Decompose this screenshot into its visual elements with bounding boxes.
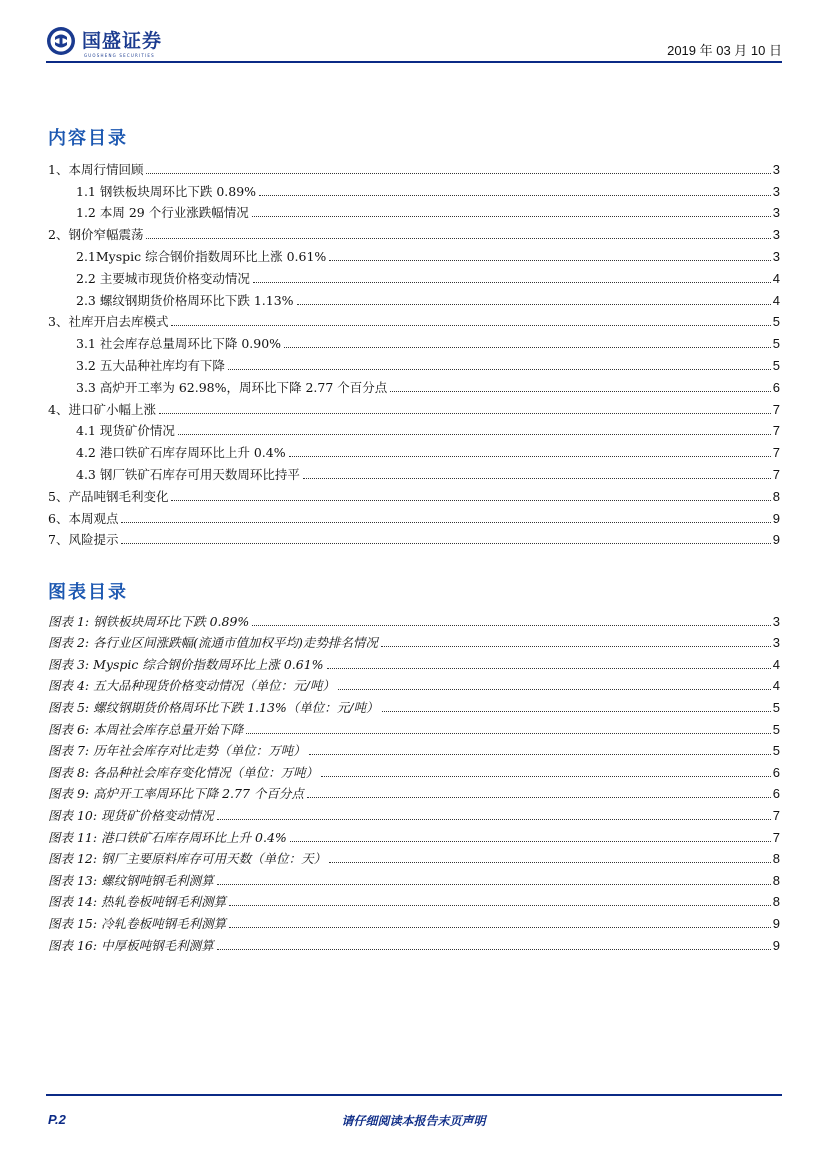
figures-title: 图表目录 [48,582,128,603]
toc-entry-page: 5 [772,357,780,373]
figure-entry-page: 3 [772,635,780,651]
figure-entry-text: 图表 3: Myspic 综合钢价指数周环比上涨 0.61% [48,656,324,672]
toc-entry-text: 5、产品吨钢毛利变化 [48,488,169,504]
toc-entry-text: 4.1 现货矿价情况 [76,423,175,439]
toc-entry-page: 3 [772,227,780,243]
dot-leader [121,543,770,544]
toc-entry[interactable] [48,352,780,374]
guosheng-logo-icon [46,26,76,56]
dot-leader [284,347,771,348]
brand-logo [46,26,162,56]
toc-entry[interactable] [48,330,780,352]
dot-leader [309,754,771,755]
figure-entry-page: 8 [772,872,780,888]
dot-leader [229,927,771,928]
figure-entry-page: 9 [772,915,780,931]
toc-entry[interactable] [48,527,780,549]
toc-entry-page: 7 [772,401,780,417]
figure-entry-text: 图表 7: 历年社会库存对比走势（单位：万吨） [48,743,306,759]
toc-entry-page: 9 [772,532,780,548]
dot-leader [303,478,771,479]
figure-entry-page: 6 [772,786,780,802]
toc-entry-page: 7 [772,466,780,482]
figure-entry[interactable] [48,716,780,738]
toc-entry[interactable] [48,439,780,461]
toc-entry-page: 4 [772,292,780,308]
figure-entry-page: 4 [772,678,780,694]
figure-entry-page: 6 [772,764,780,780]
figure-entry-page: 5 [772,721,780,737]
dot-leader [289,456,771,457]
dot-leader [229,905,771,906]
dot-leader [121,522,770,523]
toc-entry-text: 2、钢价窄幅震荡 [48,227,144,243]
figure-entry-page: 7 [772,807,780,823]
dot-leader [290,841,771,842]
figure-entry-text: 图表 1: 钢铁板块周环比下跌 0.89% [48,613,250,629]
toc-entry-text: 3.2 五大品种社库均有下降 [76,357,225,373]
figure-entry-page: 5 [772,743,780,759]
toc-entry-text: 2.1Myspic 综合钢价指数周环比上涨 0.61% [76,248,327,264]
disclaimer-text: 请仔细阅读本报告末页声明 [341,1114,486,1128]
toc-entry[interactable] [48,483,780,505]
dot-leader [329,862,771,863]
toc-entry[interactable] [48,461,780,483]
toc-list [48,156,780,548]
figure-entry[interactable] [48,867,780,889]
toc-entry-page: 5 [772,336,780,352]
toc-entry-text: 1、本周行情回顾 [48,161,144,177]
figure-entry-text: 图表 8: 各品种社会库存变化情况（单位：万吨） [48,764,319,780]
figures-list [48,608,780,954]
dot-leader [253,282,771,283]
figure-entry[interactable] [48,846,780,868]
toc-entry[interactable] [48,418,780,440]
toc-entry-text: 3.1 社会库存总量周环比下降 0.90% [76,336,282,352]
figure-entry-page: 5 [772,699,780,715]
figure-entry[interactable] [48,738,780,760]
dot-leader [171,500,770,501]
toc-entry-page: 3 [772,183,780,199]
dot-leader [382,711,771,712]
dot-leader [321,776,771,777]
brand-name: 国盛证券 [82,30,163,52]
toc-entry-text: 6、本周观点 [48,510,119,526]
figure-entry-text: 图表 11: 港口铁矿石库存周环比上升 0.4% [48,829,287,845]
figure-entry[interactable] [48,694,780,716]
toc-entry[interactable] [48,505,780,527]
dot-leader [259,195,771,196]
figure-entry-page: 7 [772,829,780,845]
toc-entry[interactable] [48,265,780,287]
figure-entry-text: 图表 16: 中厚板吨钢毛利测算 [48,937,214,953]
toc-entry[interactable] [48,287,780,309]
dot-leader [146,238,770,239]
toc-entry-text: 1.2 本周 29 个行业涨跌幅情况 [76,205,249,221]
figure-entry-page: 8 [772,894,780,910]
toc-entry-text: 2.3 螺纹钢期货价格周环比下跌 1.13% [76,292,294,308]
dot-leader [178,434,771,435]
dot-leader [246,733,771,734]
toc-entry[interactable] [48,396,780,418]
figure-entry-page: 9 [772,937,780,953]
figure-entry-page: 4 [772,656,780,672]
page-header [46,26,782,62]
figure-entry-text: 图表 13: 螺纹钢吨钢毛利测算 [48,872,214,888]
toc-entry-text: 2.2 主要城市现货价格变动情况 [76,270,250,286]
toc-entry-text: 3.3 高炉开工率为 62.98%，周环比下降 2.77 个百分点 [76,379,388,395]
figure-entry-text: 图表 5: 螺纹钢期货价格周环比下跌 1.13%（单位：元/吨） [48,699,379,715]
dot-leader [252,216,771,217]
dot-leader [217,949,771,950]
toc-entry[interactable] [48,374,780,396]
toc-entry[interactable] [48,156,780,178]
toc-entry-text: 4.2 港口铁矿石库存周环比上升 0.4% [76,445,286,461]
toc-entry-page: 7 [772,445,780,461]
figure-entry-text: 图表 6: 本周社会库存总量开始下降 [48,721,244,737]
dot-leader [381,646,771,647]
figure-entry[interactable] [48,889,780,911]
toc-entry[interactable] [48,200,780,222]
toc-entry-page: 8 [772,488,780,504]
report-date: 2019 年 03 月 10 日 [667,43,782,58]
figure-entry-text: 图表 12: 钢厂主要原料库存可用天数（单位：天） [48,851,327,867]
toc-entry-text: 4.3 钢厂铁矿石库存可用天数周环比持平 [76,466,300,482]
figure-entry-text: 图表 2: 各行业区间涨跌幅(流通市值加权平均)走势排名情况 [48,635,378,651]
toc-entry[interactable] [48,243,780,265]
footer-rule [46,1094,782,1096]
figure-entry[interactable] [48,759,780,781]
figure-entry[interactable] [48,608,780,630]
toc-entry-page: 3 [772,248,780,264]
figure-entry-text: 图表 10: 现货矿价格变动情况 [48,807,214,823]
figure-entry-page: 8 [772,851,780,867]
toc-entry[interactable] [48,221,780,243]
toc-entry-text: 1.1 钢铁板块周环比下跌 0.89% [76,183,257,199]
toc-entry-page: 6 [772,379,780,395]
dot-leader [297,304,771,305]
dot-leader [217,884,771,885]
dot-leader [252,625,770,626]
dot-leader [146,173,770,174]
dot-leader [327,668,771,669]
dot-leader [329,260,770,261]
figure-entry[interactable] [48,651,780,673]
toc-entry-page: 7 [772,423,780,439]
dot-leader [228,369,771,370]
figure-entry[interactable] [48,673,780,695]
toc-entry-text: 7、风险提示 [48,532,119,548]
dot-leader [338,689,771,690]
figure-entry-page: 3 [772,613,780,629]
toc-entry-page: 5 [772,314,780,330]
toc-entry[interactable] [48,178,780,200]
dot-leader [217,819,771,820]
figure-entry[interactable] [48,824,780,846]
figure-entry[interactable] [48,910,780,932]
figure-entry-text: 图表 14: 热轧卷板吨钢毛利测算 [48,894,227,910]
header-rule [46,61,782,63]
figure-entry[interactable] [48,932,780,954]
dot-leader [390,391,770,392]
dot-leader [159,413,771,414]
figure-entry-text: 图表 4: 五大品种现货价格变动情况（单位：元/吨） [48,678,335,694]
toc-entry-page: 4 [772,270,780,286]
figure-entry[interactable] [48,802,780,824]
dot-leader [307,797,771,798]
dot-leader [171,325,770,326]
toc-entry[interactable] [48,309,780,331]
figure-entry[interactable] [48,781,780,803]
toc-entry-page: 3 [772,161,780,177]
page-number: P.2 [48,1112,66,1127]
figure-entry[interactable] [48,630,780,652]
toc-entry-text: 3、社库开启去库模式 [48,314,169,330]
toc-title: 内容目录 [48,128,128,149]
toc-entry-page: 9 [772,510,780,526]
toc-entry-page: 3 [772,205,780,221]
figure-entry-text: 图表 15: 冷轧卷板吨钢毛利测算 [48,915,227,931]
figure-entry-text: 图表 9: 高炉开工率周环比下降 2.77 个百分点 [48,786,304,802]
brand-subtitle: GUOSHENG SECURITIES [84,53,155,58]
toc-entry-text: 4、进口矿小幅上涨 [48,401,156,417]
